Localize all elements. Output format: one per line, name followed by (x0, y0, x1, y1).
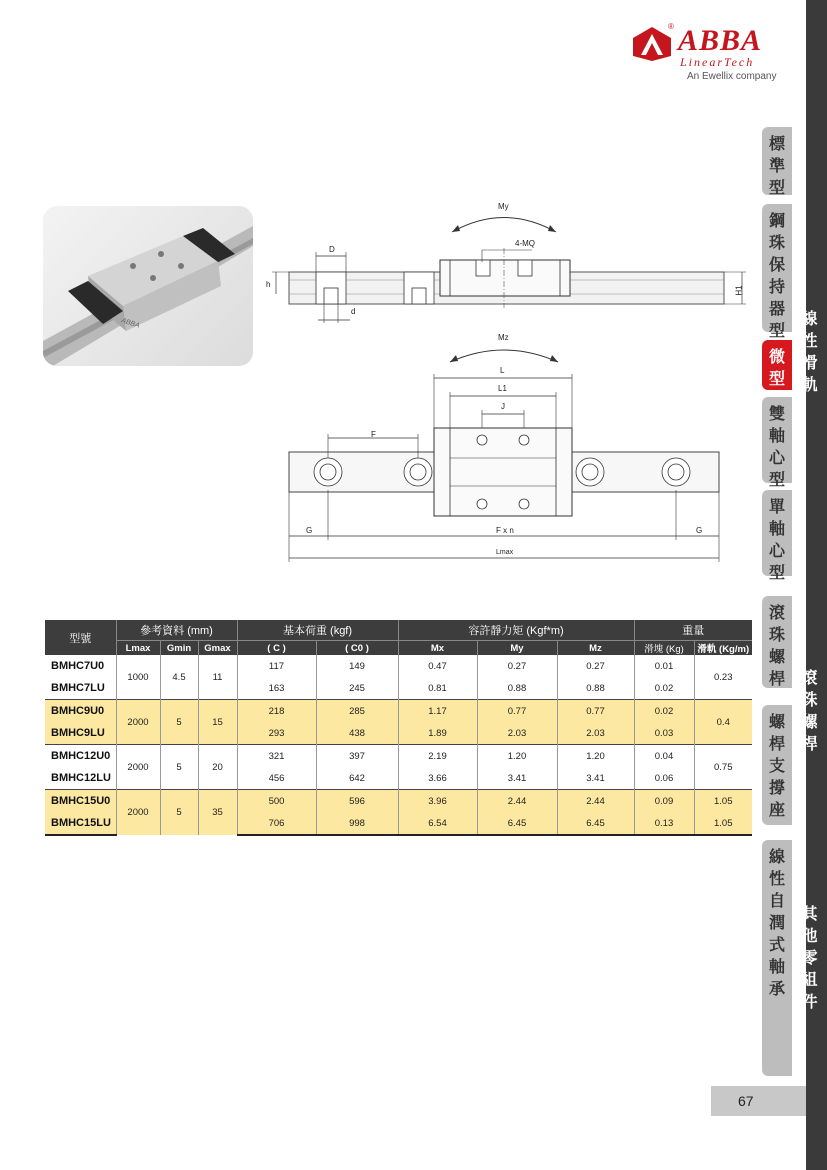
label-J: J (501, 402, 505, 411)
label-my: My (498, 202, 509, 211)
model-cell: BMHC12U0 (45, 745, 116, 768)
subheader-my: My (477, 641, 557, 656)
mz-cell: 2.44 (557, 790, 634, 813)
my-cell: 2.03 (477, 722, 557, 745)
tab-char: 性 (768, 869, 785, 888)
tab-char: 軸 (768, 519, 785, 538)
model-cell: BMHC12LU (51, 772, 111, 784)
tab-char: 雙 (768, 404, 785, 423)
label-F: F (371, 430, 376, 439)
brand-name: ABBA (678, 24, 763, 57)
my-cell: 0.77 (477, 700, 557, 723)
gmin-cell: 4.5 (160, 655, 198, 700)
tab-char: 型 (768, 321, 785, 340)
group-char: 性 (801, 330, 818, 350)
gmin-cell: 5 (160, 790, 198, 836)
page-number-box (711, 1086, 806, 1116)
tab-char: 保 (768, 255, 785, 274)
category-tab-3[interactable] (762, 340, 792, 390)
tab-char: 心 (768, 448, 785, 467)
gmax-cell: 15 (198, 700, 237, 745)
c-cell: 706 (237, 812, 316, 835)
mx-cell: 0.47 (398, 655, 477, 677)
linear-guide-photo-icon (43, 206, 253, 366)
subheader-lmax: Lmax (116, 641, 160, 656)
tab-char: 線 (768, 847, 785, 866)
tab-char: 潤 (768, 913, 785, 932)
tab-char: 桿 (768, 669, 785, 688)
tab-char: 軸 (768, 957, 785, 976)
product-photo (43, 206, 253, 366)
header-load: 基本荷重 (kgf) (237, 620, 398, 641)
tab-char: 螺 (768, 647, 785, 666)
rail-weight-cell: 1.05 (694, 812, 752, 835)
group-char: 件 (801, 992, 818, 1011)
side-view-drawing (264, 198, 754, 328)
header-weight: 重量 (634, 620, 752, 641)
rail-weight-cell: 0.4 (694, 700, 752, 745)
label-4mq: 4-MQ (515, 239, 535, 248)
brand-tagline: An Ewellix company (687, 71, 777, 82)
tab-char: 軸 (768, 426, 785, 445)
label-Fxn: F x n (496, 526, 514, 535)
c-cell: 218 (237, 700, 316, 723)
subheader-gmax: Gmax (198, 641, 237, 656)
table-row (45, 745, 752, 768)
table-row (45, 700, 752, 723)
tab-char: 滾 (768, 603, 785, 622)
category-tab-7[interactable] (762, 705, 792, 825)
tab-char: 支 (768, 756, 785, 775)
block-weight-cell: 0.04 (634, 745, 694, 768)
tab-char: 型 (768, 178, 785, 197)
label-Lmax: Lmax (496, 549, 514, 556)
c0-cell: 438 (316, 722, 398, 745)
lmax-cell: 2000 (116, 745, 160, 790)
c0-cell: 397 (316, 745, 398, 768)
tab-char: 標 (768, 134, 785, 153)
photo-label: ABBA (120, 317, 141, 330)
header-model: 型號 (45, 620, 116, 655)
group-char: 軌 (801, 374, 818, 394)
my-cell: 6.45 (477, 812, 557, 835)
header-moment: 容許靜力矩 (Kgf*m) (398, 620, 634, 641)
tab-char: 珠 (768, 625, 785, 644)
label-mz: Mz (498, 333, 509, 342)
lmax-cell: 2000 (116, 790, 160, 836)
c-cell: 500 (237, 790, 316, 813)
group-char: 零 (801, 948, 818, 967)
c0-cell: 998 (316, 812, 398, 835)
gmin-cell: 5 (160, 700, 198, 745)
tab-char: 準 (768, 156, 785, 175)
my-cell: 0.88 (477, 677, 557, 700)
subheader-rail-weight: 滑軌 (Kg/m) (694, 641, 752, 656)
model-cell: BMHC15LU (45, 812, 116, 835)
tab-char: 單 (768, 497, 785, 516)
block-weight-cell: 0.13 (634, 812, 694, 835)
group-char: 螺 (801, 711, 818, 731)
subheader-mx: Mx (398, 641, 477, 656)
model-cell: BMHC9U0 (45, 700, 116, 723)
group-char: 他 (801, 926, 818, 945)
category-group-2[interactable] (792, 596, 827, 825)
tab-char: 桿 (768, 734, 785, 753)
my-cell: 1.20 (477, 745, 557, 768)
category-tab-8[interactable] (762, 840, 792, 1076)
group-char: 其 (801, 904, 818, 923)
mx-cell: 1.89 (398, 722, 477, 745)
tab-char: 承 (768, 979, 785, 998)
rail-weight-cell: 1.05 (694, 790, 752, 813)
tab-char: 自 (768, 891, 785, 910)
rail-weight-cell: 0.23 (694, 655, 752, 700)
label-G-right: G (696, 526, 703, 535)
mx-cell: 6.54 (398, 812, 477, 835)
mz-cell: 6.45 (557, 812, 634, 835)
subheader-mz: Mz (557, 641, 634, 656)
mz-cell: 0.88 (557, 677, 634, 700)
category-tab-2[interactable] (762, 204, 792, 340)
group-char: 桿 (801, 733, 818, 753)
label-L1: L1 (498, 384, 507, 393)
mx-cell: 0.81 (398, 677, 477, 700)
block-weight-cell: 0.02 (634, 700, 694, 723)
category-tab-1[interactable] (762, 127, 792, 195)
c-cell: 321 (237, 745, 316, 768)
abba-emblem-icon (632, 26, 672, 62)
group-char: 組 (801, 970, 818, 989)
mx-cell: 2.19 (398, 745, 477, 768)
tab-char: 鋼 (768, 211, 785, 230)
rail-weight-cell: 0.75 (694, 745, 752, 790)
tab-char: 微 (768, 347, 785, 366)
c0-cell: 596 (316, 790, 398, 813)
mz-cell: 0.77 (557, 700, 634, 723)
tab-char: 型 (768, 563, 785, 582)
tab-char: 撐 (768, 778, 785, 797)
subheader-gmin: Gmin (160, 641, 198, 656)
label-D: D (329, 245, 335, 254)
category-tab-4[interactable] (762, 397, 792, 489)
mz-cell: 2.03 (557, 722, 634, 745)
block-weight-cell: 0.09 (634, 790, 694, 813)
c0-cell: 285 (316, 700, 398, 723)
c0-cell: 149 (316, 655, 398, 677)
model-cell: BMHC7U0 (51, 660, 105, 672)
gmax-cell: 11 (198, 655, 237, 700)
mz-cell: 3.41 (557, 767, 634, 790)
my-cell: 3.41 (477, 767, 557, 790)
registered-mark: ® (668, 22, 674, 31)
group-char: 滑 (801, 352, 818, 372)
group-char: 線 (801, 308, 818, 328)
lmax-cell: 1000 (116, 655, 160, 700)
model-cell: BMHC15U0 (45, 790, 116, 813)
brand-logo (632, 22, 792, 84)
category-group-1[interactable] (792, 127, 827, 576)
c-cell: 163 (237, 677, 316, 700)
spec-table-wrapper (45, 620, 752, 836)
c-cell: 117 (237, 655, 316, 677)
mz-cell: 0.27 (557, 655, 634, 677)
c0-cell: 642 (316, 767, 398, 790)
group-char: 珠 (801, 689, 818, 709)
tab-char: 心 (768, 541, 785, 560)
mx-cell: 3.96 (398, 790, 477, 813)
tab-char: 螺 (768, 712, 785, 731)
subheader-c: ( C ) (237, 641, 316, 656)
block-weight-cell: 0.03 (634, 722, 694, 745)
category-tab-6[interactable] (762, 596, 792, 688)
subheader-block-weight: 滑塊 (Kg) (634, 641, 694, 656)
mz-cell: 1.20 (557, 745, 634, 768)
gmax-cell: 35 (198, 790, 237, 836)
lmax-cell: 2000 (116, 700, 160, 745)
tab-char: 器 (768, 299, 785, 318)
my-cell: 2.44 (477, 790, 557, 813)
tab-char: 型 (768, 470, 785, 489)
label-d: d (351, 307, 356, 316)
c-cell: 293 (237, 722, 316, 745)
brand-sub: LinearTech (680, 55, 755, 69)
tab-char: 型 (768, 369, 785, 388)
spec-table (45, 620, 752, 836)
table-row (45, 655, 752, 677)
model-cell: BMHC9LU (45, 722, 116, 745)
subheader-c0: ( C0 ) (316, 641, 398, 656)
table-row (45, 790, 752, 813)
tab-char: 座 (768, 800, 785, 819)
mx-cell: 3.66 (398, 767, 477, 790)
c0-cell: 245 (316, 677, 398, 700)
gmin-cell: 5 (160, 745, 198, 790)
tab-char: 式 (768, 935, 785, 954)
category-group-3[interactable] (792, 840, 827, 1076)
my-cell: 0.27 (477, 655, 557, 677)
header-ref: 參考資料 (mm) (116, 620, 237, 641)
category-tab-5[interactable] (762, 490, 792, 582)
c-cell: 456 (237, 767, 316, 790)
model-cell: BMHC7LU (51, 682, 105, 694)
gmax-cell: 20 (198, 745, 237, 790)
block-weight-cell: 0.02 (634, 677, 694, 700)
label-L: L (500, 366, 505, 375)
page-number: 67 (738, 1093, 754, 1109)
mx-cell: 1.17 (398, 700, 477, 723)
group-char: 滾 (801, 667, 818, 687)
label-h: h (266, 280, 271, 289)
block-weight-cell: 0.01 (634, 655, 694, 677)
block-weight-cell: 0.06 (634, 767, 694, 790)
label-G-left: G (306, 526, 313, 535)
tab-char: 持 (768, 277, 785, 296)
tab-char: 珠 (768, 233, 785, 252)
label-H1: H1 (734, 285, 744, 296)
